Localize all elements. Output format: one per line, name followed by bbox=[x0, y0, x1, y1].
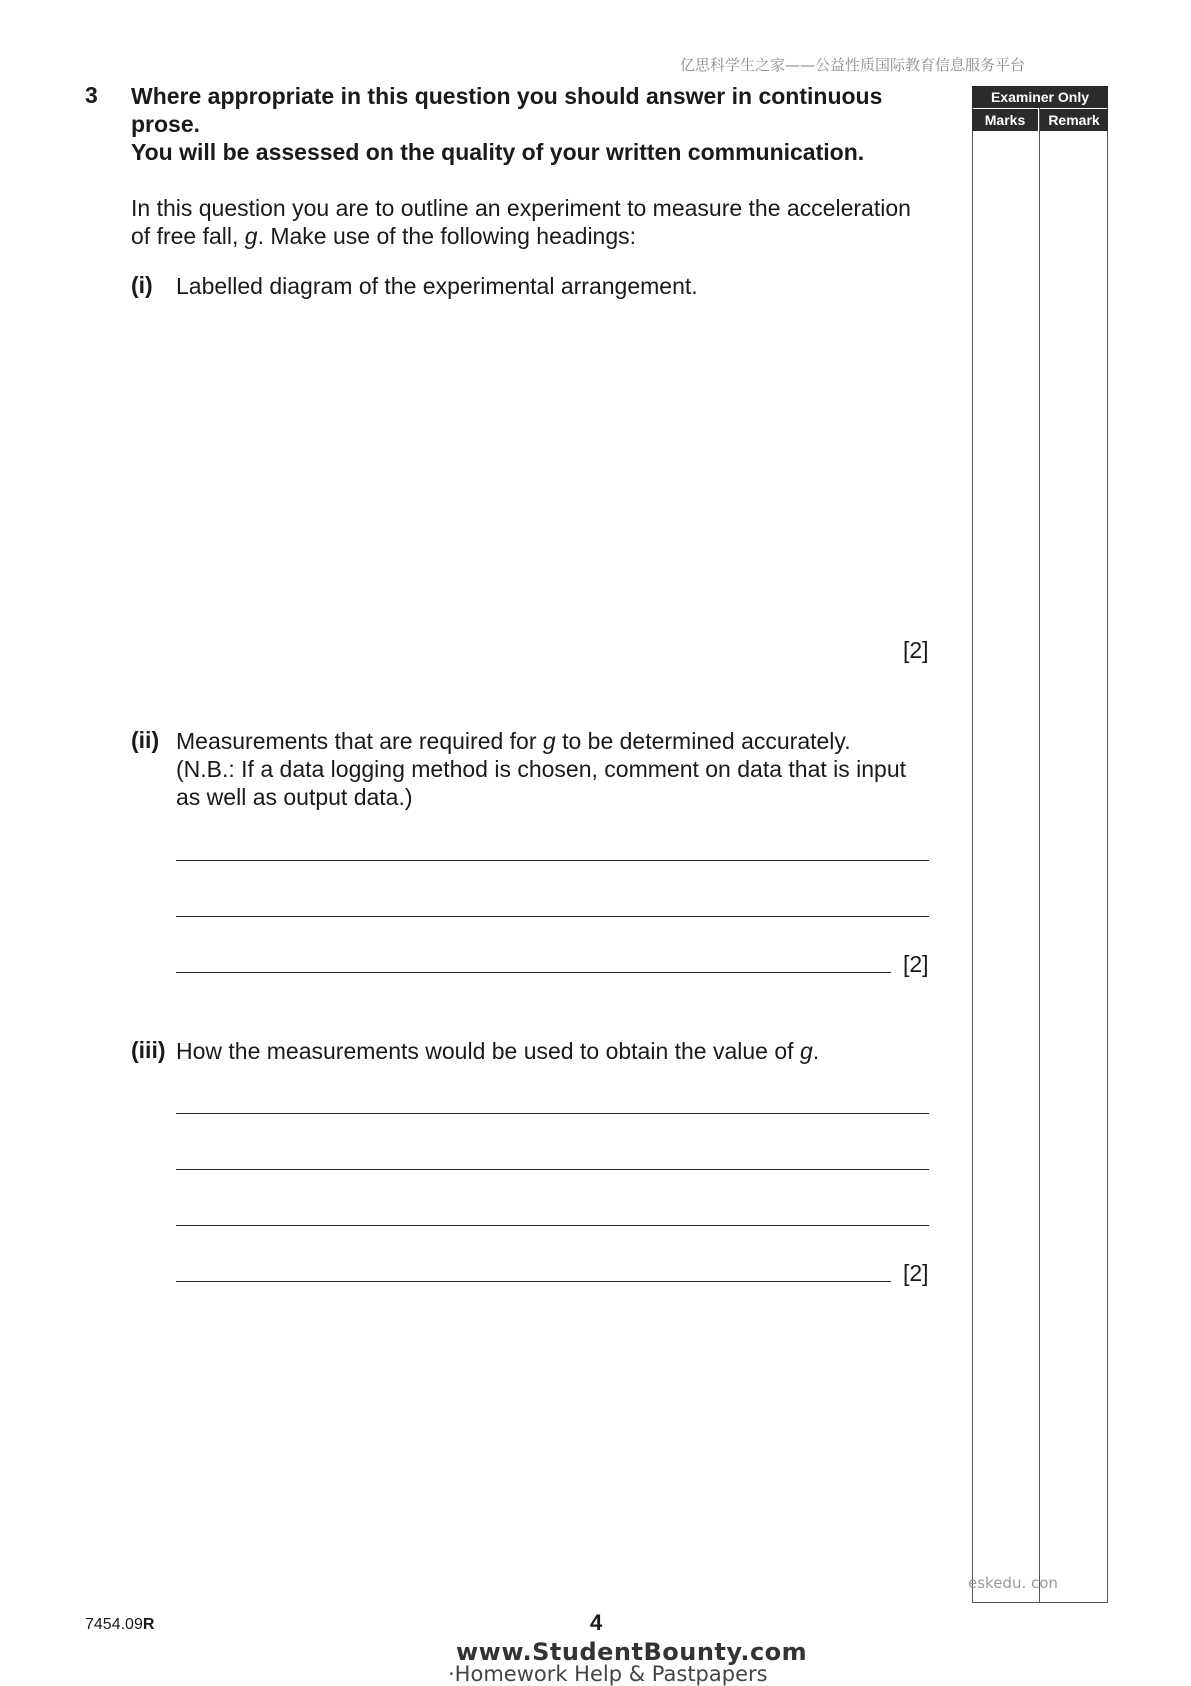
part-iii-text bbox=[176, 1037, 926, 1065]
answer-line[interactable] bbox=[176, 1281, 891, 1282]
intro-text-post: . Make use of the following headings: bbox=[257, 223, 637, 249]
part-i-label: (i) bbox=[131, 272, 153, 298]
remark-column-header: Remark bbox=[1040, 109, 1108, 131]
part-i-marks: [2] bbox=[903, 637, 929, 663]
intro-symbol-g: g bbox=[244, 223, 258, 249]
answer-line[interactable] bbox=[176, 972, 891, 973]
intro-text-pre: In this question you are to outline an experiment to measure the acceleration of free fall, bbox=[131, 195, 911, 249]
paper-code bbox=[85, 1616, 154, 1634]
diagram-answer-area[interactable] bbox=[176, 310, 926, 620]
examiner-column bbox=[972, 86, 1108, 1603]
examiner-column-divider bbox=[1039, 86, 1040, 1603]
part-ii-label: (ii) bbox=[131, 727, 160, 753]
part-ii-text bbox=[176, 727, 926, 811]
question-number: 3 bbox=[85, 82, 98, 108]
part-ii-marks: [2] bbox=[903, 951, 929, 977]
answer-line[interactable] bbox=[176, 860, 929, 861]
part-ii-text-post: to be determined accurately. bbox=[555, 728, 851, 754]
part-iii-text-pre: How the measurements would be used to obtain the value of bbox=[176, 1038, 800, 1064]
answer-line[interactable] bbox=[176, 1113, 929, 1114]
instruction-line-2: You will be assessed on the quality of your written communication. bbox=[131, 139, 865, 165]
header-watermark: 亿思科学生之家——公益性质国际教育信息服务平台 bbox=[680, 56, 1026, 74]
instruction-line-1: Where appropriate in this question you should answer in continuous prose. bbox=[131, 83, 883, 137]
part-iii-text-post: . bbox=[812, 1038, 820, 1064]
part-ii-text-pre: Measurements that are required for bbox=[176, 728, 543, 754]
site-tagline: ·Homework Help & Pastpapers bbox=[448, 1662, 768, 1686]
question-instructions bbox=[131, 82, 931, 166]
page-number: 4 bbox=[590, 1610, 603, 1635]
marks-column-header: Marks bbox=[972, 109, 1038, 131]
answer-line[interactable] bbox=[176, 916, 929, 917]
part-ii-note: (N.B.: If a data logging method is chosen, comment on data that is input as well as output data.) bbox=[176, 756, 907, 810]
part-iii-marks: [2] bbox=[903, 1260, 929, 1286]
footer-watermark: eskedu. con bbox=[968, 1574, 1058, 1592]
part-iii-symbol-g: g bbox=[799, 1038, 813, 1064]
part-iii-label: (iii) bbox=[131, 1037, 166, 1063]
examiner-only-header: Examiner Only bbox=[972, 86, 1108, 108]
part-i-text: Labelled diagram of the experimental arrangement. bbox=[176, 273, 698, 299]
answer-line[interactable] bbox=[176, 1225, 929, 1226]
question-intro bbox=[131, 194, 931, 250]
paper-code-suffix: R bbox=[142, 1616, 155, 1633]
paper-code-number: 7454.09 bbox=[85, 1616, 143, 1633]
answer-line[interactable] bbox=[176, 1169, 929, 1170]
site-link[interactable]: www.StudentBounty.com bbox=[456, 1638, 808, 1666]
part-ii-symbol-g: g bbox=[542, 728, 556, 754]
